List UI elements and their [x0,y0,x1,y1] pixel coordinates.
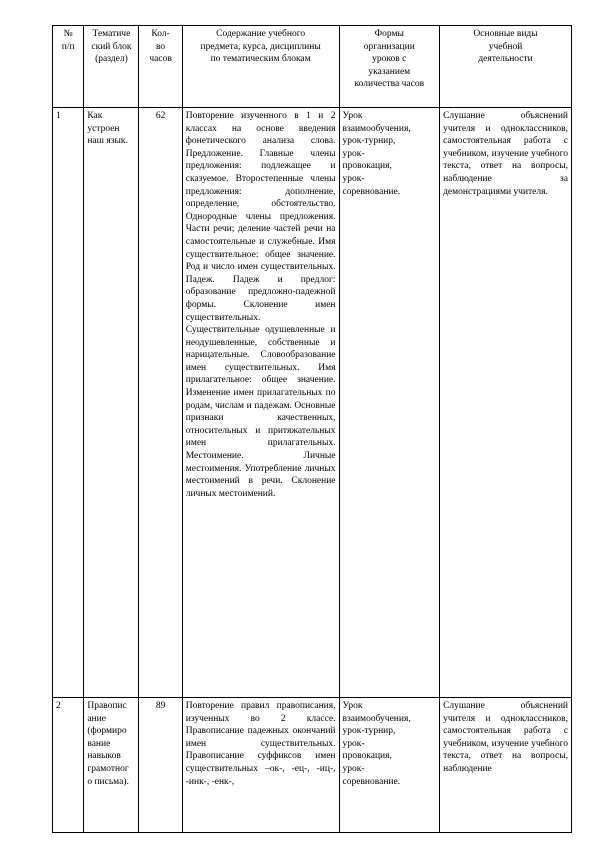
row-activities: Слушание объяснений учителя и одноклассников, самостоятельная работа с учебником, изучение учебного текста, ответ на вопросы, наблюдение за демонстрациями учителя. [440,108,572,698]
table-row [53,108,572,698]
table-row [53,698,572,833]
header-hours: Кол- во часов [139,26,182,108]
row-forms: Урок взаимообучения, урок-турнир, урок- провокация, урок- соревнование. [339,698,440,833]
row-content: Повторение изученного в 1 и 2 классах на основе введения фонетического анализа слова. Предложение. Главные члены предложения: подлежащее и сказуемое. Второстепенные члены предложения: дополнение, определение, обстоятельство. Однородные члены предложения. Части речи; деление частей речи на самостоятельные и служебные. Имя существительное: общее значение. Род и число имен существительных. Падеж. Падеж и предлог: образование предложно-падежной формы. Склонение имен существительных. Существительные одушевленные и неодушевленные, собственные и нарицательные. Словообразование имен существительных. Имя прилагательное: общее значение. Изменение имен прилагательных по родам, числам и падежам. Основные признаки качественных, относительных и притяжательных имен прилагательных. Местоимение. Личные местоимения. Употребление личных местоимений в речи. Склонение личных местоимений. [182,108,339,698]
header-content: Содержание учебного предмета, курса, дисциплины по тематическим блокам [182,26,339,108]
header-forms: Формы организации уроков с указанием количества часов [339,26,440,108]
row-hours: 62 [139,108,182,698]
row-block: Правопис ание (формиро вание навыков грамотног о письма). [84,698,139,833]
header-activities: Основные виды учебной деятельности [440,26,572,108]
row-activities: Слушание объяснений учителя и одноклассников, самостоятельная работа с учебником, изучение учебного текста, ответ на вопросы, наблюдение [440,698,572,833]
header-block: Тематиче ский блок (раздел) [84,26,139,108]
curriculum-table [52,25,572,833]
row-block: Как устроен наш язык. [84,108,139,698]
table-header-row [53,26,572,108]
row-num: 1 [53,108,84,698]
row-hours: 89 [139,698,182,833]
row-num: 2 [53,698,84,833]
row-content: Повторение правил правописания, изученных во 2 классе. Правописание падежных окончаний имен существительных. Правописание суффиксов имен существительных –ок-, -ец-, -иц-, -инк-, -енк-, [182,698,339,833]
header-num: № п/п [53,26,84,108]
row-forms: Урок взаимообучения, урок-турнир, урок- провокация, урок- соревнование. [339,108,440,698]
